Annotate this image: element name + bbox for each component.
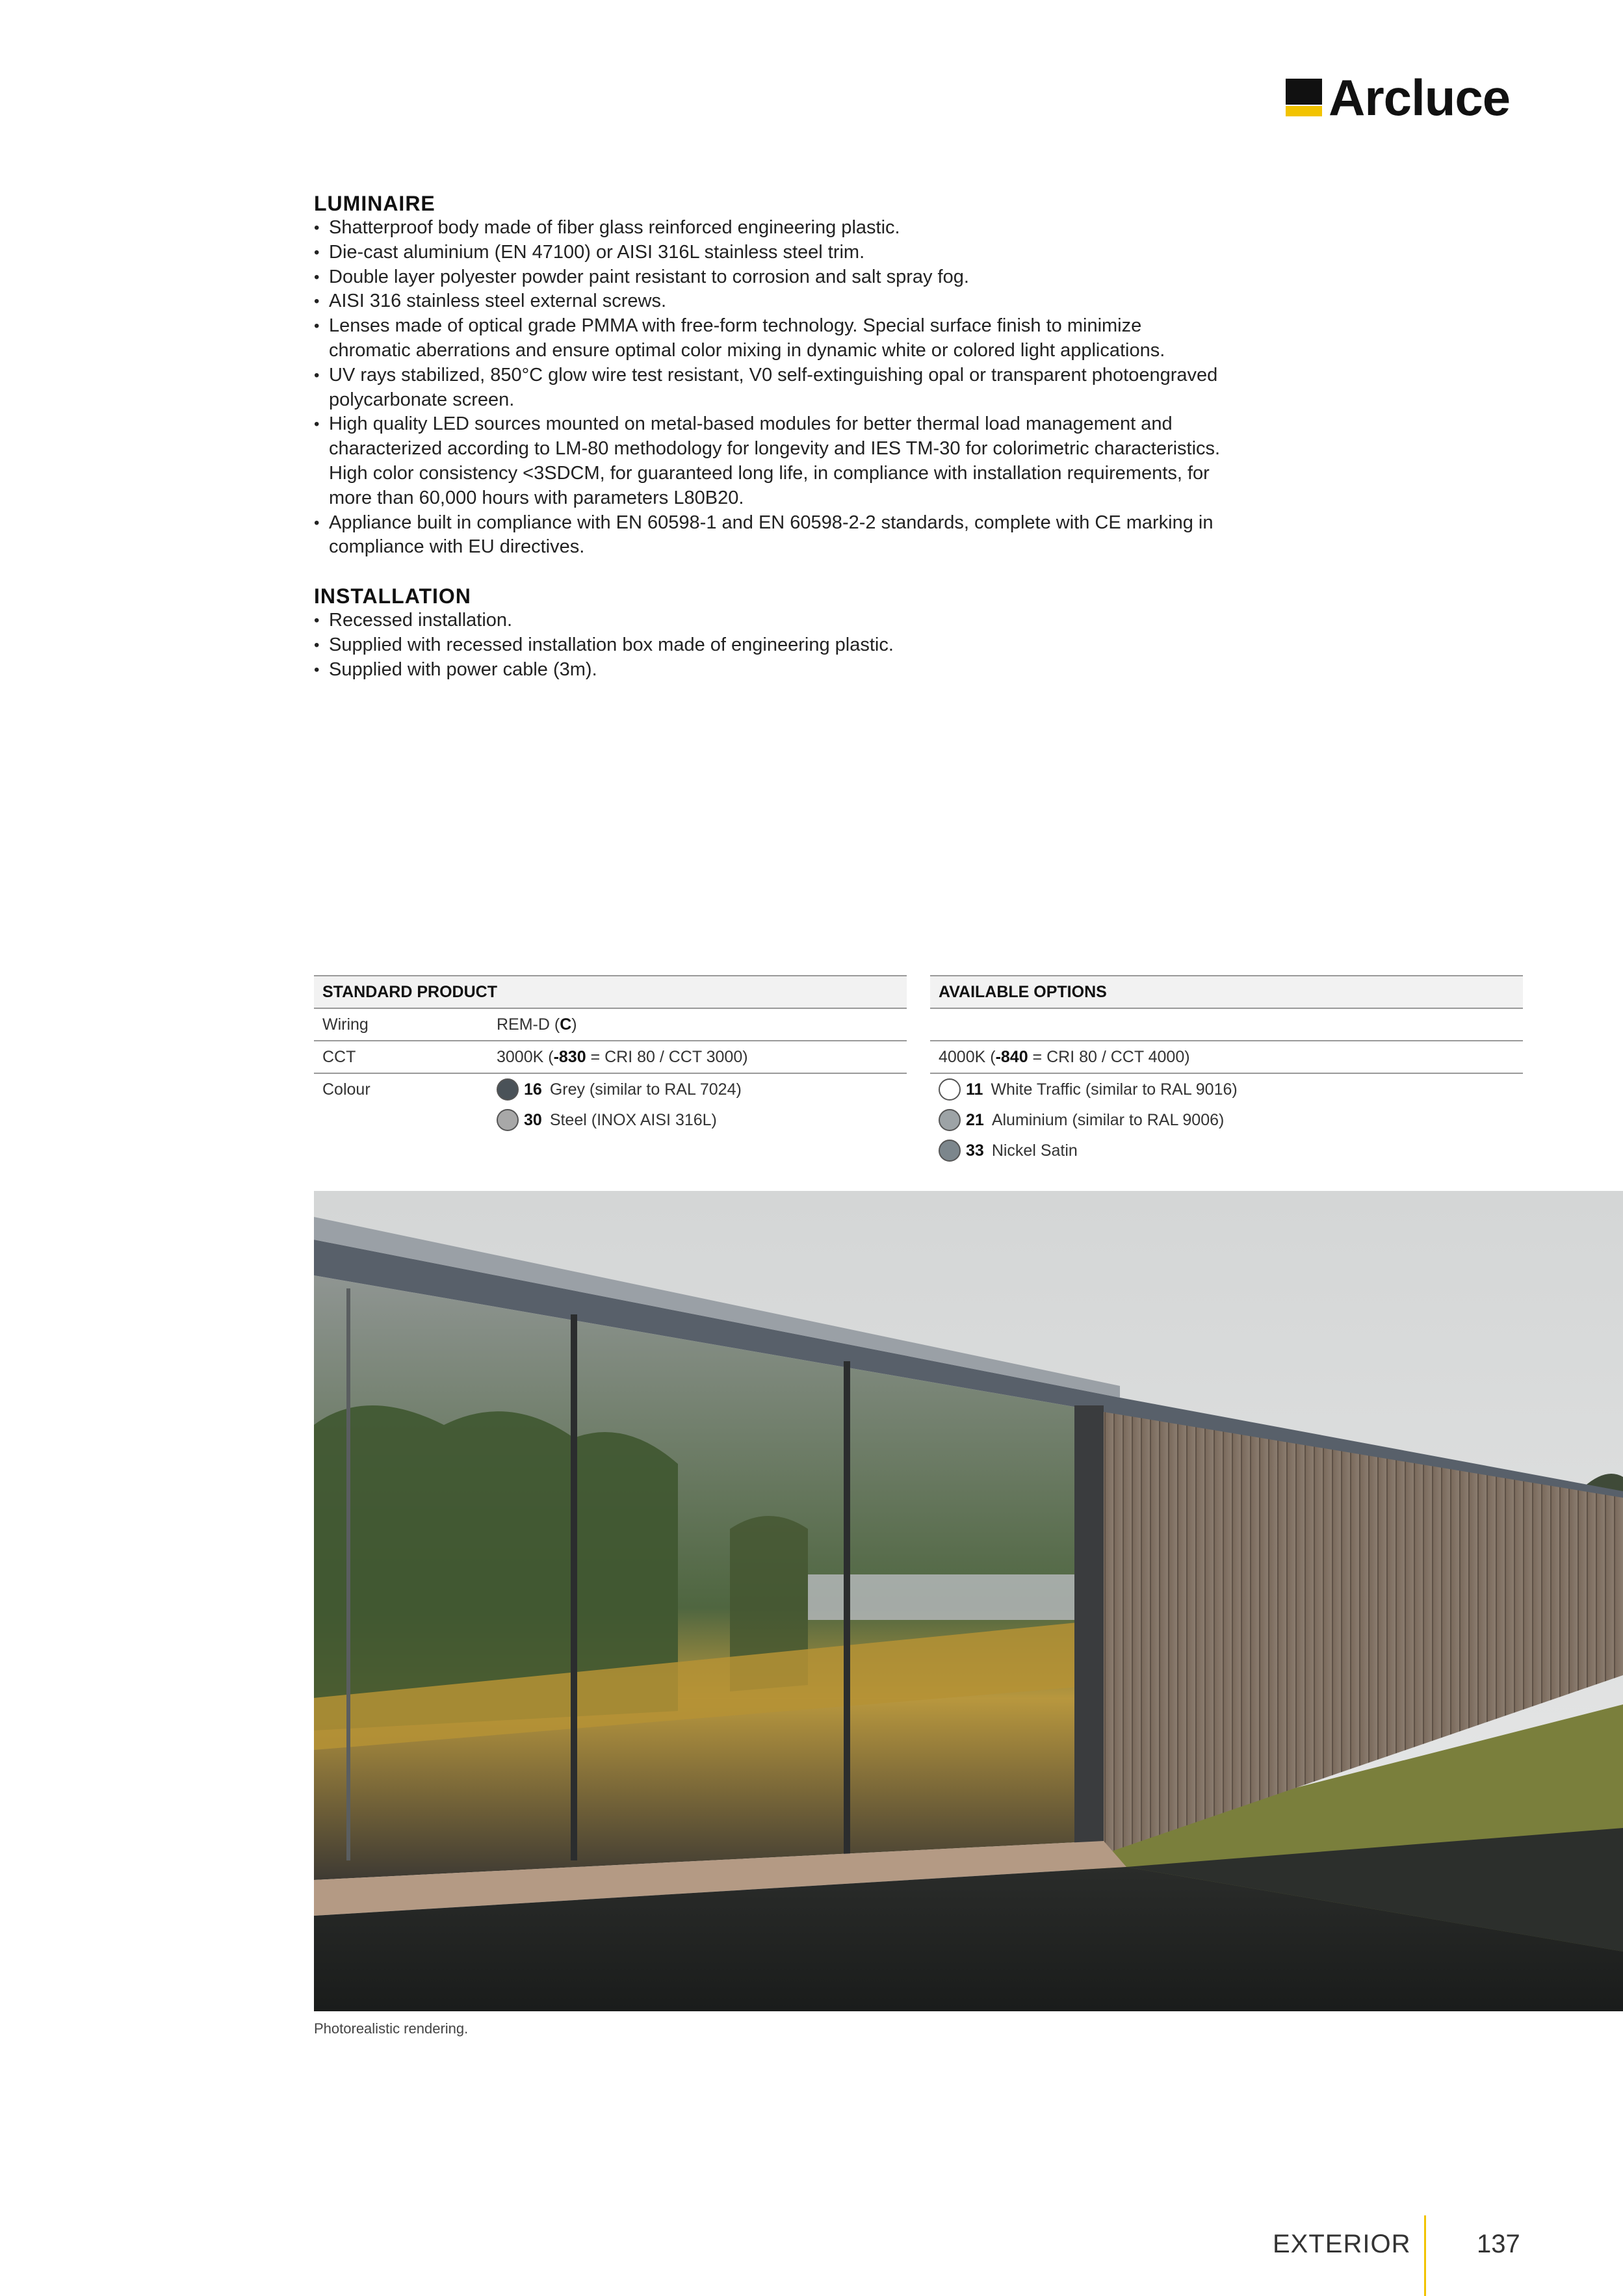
options-cct-row — [930, 1041, 1523, 1074]
installation-list — [314, 608, 1328, 682]
page-number: 137 — [1477, 2230, 1520, 2258]
cct-row — [314, 1041, 907, 1074]
cct-label: CCT — [322, 1048, 356, 1066]
colour-option — [497, 1104, 907, 1135]
luminaire-list — [314, 216, 1328, 560]
bullet-item: • Supplied with recessed installation box made of engineering plastic. — [314, 633, 1328, 658]
colour-code: 33 — [966, 1141, 984, 1160]
colour-swatch — [939, 1078, 961, 1101]
bullet-item: • UV rays stabilized, 850°C glow wire test resistant, V0 self-extinguishing opal or transparent photoengraved polycarbonate screen. — [314, 363, 1328, 413]
colour-swatch — [939, 1140, 961, 1162]
bullet-item: • Shatterproof body made of fiber glass reinforced engineering plastic. — [314, 216, 1328, 241]
installation-title: INSTALLATION — [314, 584, 471, 608]
colour-option — [939, 1104, 1523, 1135]
available-options-header: AVAILABLE OPTIONS — [930, 975, 1523, 1009]
colour-option — [939, 1074, 1523, 1104]
options-blank-row — [930, 1009, 1523, 1041]
bullet-item: • Lenses made of optical grade PMMA with free-form technology. Special surface finish to minimize chromatic aberrations and ensure optimal color mixing in dynamic white or colored light applications. — [314, 314, 1328, 363]
wiring-row — [314, 1009, 907, 1041]
colour-swatch — [497, 1109, 519, 1131]
bullet-item: • AISI 316 stainless steel external screws. — [314, 289, 1328, 314]
colour-row — [314, 1074, 907, 1135]
colour-swatch — [939, 1109, 961, 1131]
luminaire-section — [314, 191, 1328, 560]
wiring-label: Wiring — [322, 1015, 369, 1034]
colour-name: White Traffic (similar to RAL 9016) — [991, 1080, 1238, 1099]
options-cct-value: 4000K (-840 = CRI 80 / CCT 4000) — [939, 1048, 1190, 1066]
bullet-item: • High quality LED sources mounted on metal-based modules for better thermal load management and characterized according to LM-80 methodology for longevity and IES TM-30 for colorimetric characteristics. High color consistency <3SDCM, for guaranteed long life, in compliance with installation requirements, for more than 60,000 hours with parameters L80B20. — [314, 412, 1328, 510]
luminaire-title: LUMINAIRE — [314, 192, 435, 215]
colour-name: Nickel Satin — [991, 1141, 1078, 1160]
colour-option — [497, 1074, 907, 1104]
colour-code: 11 — [966, 1080, 983, 1099]
logo-mark-top — [1286, 79, 1322, 105]
colour-name: Steel (INOX AISI 316L) — [549, 1110, 717, 1129]
bullet-item: • Supplied with power cable (3m). — [314, 658, 1328, 683]
bullet-item: • Double layer polyester powder paint resistant to corrosion and salt spray fog. — [314, 265, 1328, 290]
bullet-item: • Recessed installation. — [314, 608, 1328, 633]
colour-label: Colour — [322, 1080, 370, 1099]
standard-product-header: STANDARD PRODUCT — [314, 975, 907, 1009]
installation-section — [314, 584, 1328, 682]
options-colours — [930, 1074, 1523, 1166]
colour-code: 30 — [524, 1110, 542, 1129]
standard-product-table — [314, 975, 907, 1135]
bullet-item: • Die-cast aluminium (EN 47100) or AISI 316L stainless steel trim. — [314, 241, 1328, 265]
photo-caption: Photorealistic rendering. — [314, 2020, 469, 2037]
colour-name: Grey (similar to RAL 7024) — [549, 1080, 742, 1099]
colour-code: 21 — [966, 1110, 984, 1129]
building-photo — [314, 1191, 1623, 2011]
standard-colours — [497, 1074, 907, 1135]
bullet-item: • Appliance built in compliance with EN 60598-1 and EN 60598-2-2 standards, complete with CE marking in compliance with EU directives. — [314, 511, 1328, 560]
colour-swatch — [497, 1078, 519, 1101]
available-options-table — [930, 975, 1523, 1166]
colour-code: 16 — [524, 1080, 542, 1099]
options-colour-row — [930, 1074, 1523, 1166]
logo-mark — [1286, 79, 1322, 116]
colour-name: Aluminium (similar to RAL 9006) — [991, 1110, 1225, 1129]
wiring-value: REM-D (C) — [497, 1015, 577, 1034]
cct-value: 3000K (-830 = CRI 80 / CCT 3000) — [497, 1048, 748, 1066]
logo-mark-bottom — [1286, 106, 1322, 116]
colour-option — [939, 1135, 1523, 1166]
brand-logo — [1286, 69, 1511, 126]
footer-divider — [1424, 2215, 1426, 2296]
footer-section: EXTERIOR — [1273, 2230, 1411, 2258]
brand-name: Arcluce — [1329, 69, 1511, 126]
